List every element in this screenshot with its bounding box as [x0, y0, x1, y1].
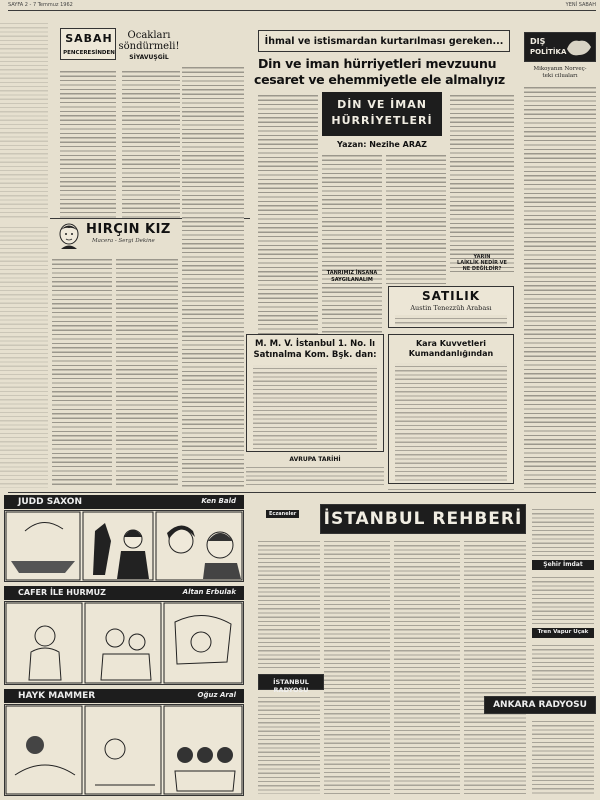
- globe-icon: [565, 37, 593, 59]
- sabah-column: [52, 28, 180, 218]
- kara-title-2: Kumandanlığından: [408, 349, 494, 358]
- comic-1-title: JUDD SAXON: [18, 497, 82, 507]
- kara-title-1: Kara Kuvvetleri: [415, 339, 486, 348]
- comic-3-strip: [4, 704, 244, 796]
- istanbul-radyo-text: [258, 694, 320, 794]
- comic-2-strip: [4, 601, 244, 685]
- tanrimiz-line1: TANRIMIZ İNSANA: [326, 270, 378, 276]
- avrupa-title: AVRUPA TARİHİ: [289, 456, 341, 463]
- comic-2-artist: Altan Erbulak: [182, 588, 236, 596]
- dis-politika-title-1: DIŞ: [530, 37, 546, 46]
- dis-politika-text: [524, 84, 596, 488]
- mid-rule: [8, 492, 596, 493]
- sabah-text-col2: [122, 68, 180, 218]
- sabah-title-2: söndürmeli!: [118, 41, 180, 52]
- dis-politika-title-2: POLİTİKA: [530, 48, 567, 56]
- comic-3-header: [4, 689, 244, 703]
- sabah-text-col1: [60, 68, 116, 218]
- mmv-line1: M. M. V. İstanbul 1. No. lı: [254, 339, 376, 349]
- istanbul-radyo-title: İSTANBUL RADYOSU: [273, 678, 309, 694]
- sabah-title-1: Ocakları: [127, 30, 171, 41]
- comic-2-art: [5, 602, 243, 684]
- mmv-box: [246, 334, 384, 452]
- sabah-logo: SABAH: [65, 32, 113, 45]
- rehber-section: [250, 500, 596, 798]
- article-col1: [258, 92, 318, 340]
- vapur-text: [532, 642, 594, 692]
- yarin-box: [450, 254, 514, 272]
- mmv-text: [253, 365, 377, 449]
- sabah-subtitle: PENCERESİNDEN: [63, 50, 115, 56]
- comic-1-art: [5, 511, 243, 581]
- hircin-subtitle: Macera - Sergi Dekine: [92, 238, 155, 244]
- dis-politika-headline: [524, 66, 596, 80]
- article-col4: [450, 92, 514, 272]
- banner-text: İhmal ve istismardan kurtarılması gereken...: [264, 36, 504, 47]
- mmv-line2: Satınalma Kom. Bşk. dan:: [253, 350, 377, 360]
- face-illustration-icon: [56, 222, 82, 250]
- satilik-box: [388, 286, 514, 328]
- rehber-title: İSTANBUL REHBERİ: [323, 509, 523, 529]
- rehber-col3: [394, 538, 460, 794]
- ankara-radyo-text: [532, 718, 594, 794]
- rehber-col4: [464, 538, 526, 794]
- yarin-line3: NE DEĞİLDİR?: [462, 266, 502, 272]
- left-margin-text-2: [0, 224, 48, 488]
- comic-1-strip: [4, 510, 244, 582]
- sabah-logo-box: [60, 28, 116, 60]
- avrupa-box: [246, 456, 384, 490]
- main-headline-1: Din ve iman hürriyetleri mevzuunu: [258, 56, 497, 71]
- header-rule: [8, 10, 596, 11]
- satilik-title: SATILIK: [421, 289, 481, 303]
- vapur-box: [532, 628, 594, 638]
- left-margin-text: [0, 20, 48, 220]
- hircin-text-col2: [116, 256, 178, 488]
- dis-politika-headline-1: Mikoyanın Norveç-: [533, 66, 587, 72]
- eczaneler-label: Eczaneler: [266, 510, 299, 518]
- hircin-header: [56, 222, 176, 252]
- hircin-text-col1: [52, 256, 112, 488]
- rehber-title-box: [320, 504, 526, 534]
- comic-2-title: CAFER İLE HURMUZ: [18, 588, 106, 597]
- avrupa-text: [246, 464, 384, 488]
- yarin-line2: LAİKLİK NEDİR VE: [457, 260, 507, 266]
- rehber-col1: [258, 538, 320, 670]
- din-iman-box: [322, 92, 442, 136]
- author-line: Yazan: Nezihe ARAZ: [337, 140, 427, 149]
- ankara-radyo-box: [484, 696, 596, 714]
- comic-3-artist: Oğuz Aral: [197, 691, 236, 699]
- header-left: SAYFA 2 - 7 Temmuz 1962: [8, 2, 73, 8]
- comic-3-title: HAYK MAMMER: [18, 691, 96, 701]
- rehber-col2: [324, 538, 390, 794]
- kara-kuvvetleri-box: [388, 334, 514, 484]
- istanbul-radyo-box: [258, 674, 324, 694]
- satilik-subtitle: Austin Tenezzüh Arabası: [410, 304, 492, 312]
- sehir-imdat-text: [532, 574, 594, 624]
- yarin-line1: YARIN: [473, 254, 491, 260]
- dis-politika-headline-2: teki ciluaları: [542, 73, 578, 79]
- comic-1-header: [4, 495, 244, 509]
- rehber-right-top: [532, 506, 594, 556]
- main-headline-2: cesaret ve ehemmiyetle ele almalıyız: [254, 72, 505, 87]
- satilik-text: [395, 315, 507, 326]
- din-iman-line2: HÜRRİYETLERİ: [331, 114, 433, 127]
- tanrimiz-line2: SAYGILANALIM: [331, 277, 373, 283]
- ankara-radyo-title: ANKARA RADYOSU: [493, 700, 587, 710]
- sabah-author: SİYAVUŞGİL: [129, 54, 169, 61]
- banner-box: [258, 30, 510, 52]
- article-col2: [322, 152, 382, 340]
- article-col3: [386, 152, 446, 284]
- header-right: YENİ SABAH: [565, 2, 596, 8]
- din-iman-line1: DİN VE İMAN: [337, 98, 427, 111]
- sabah-text-col3: [182, 64, 244, 488]
- vapur-title: Tren Vapur Uçak: [537, 629, 589, 635]
- comic-3-art: [5, 705, 243, 795]
- comic-2-header: [4, 586, 244, 600]
- comic-1-artist: Ken Bald: [201, 497, 236, 505]
- kara-footer-text: [388, 486, 514, 490]
- sehir-imdat-title: Şehir İmdat: [543, 561, 583, 568]
- hircin-title: HIRÇIN KIZ: [86, 222, 171, 237]
- dis-politika-box: [524, 32, 596, 62]
- kara-text: [395, 363, 507, 481]
- sehir-imdat-box: [532, 560, 594, 570]
